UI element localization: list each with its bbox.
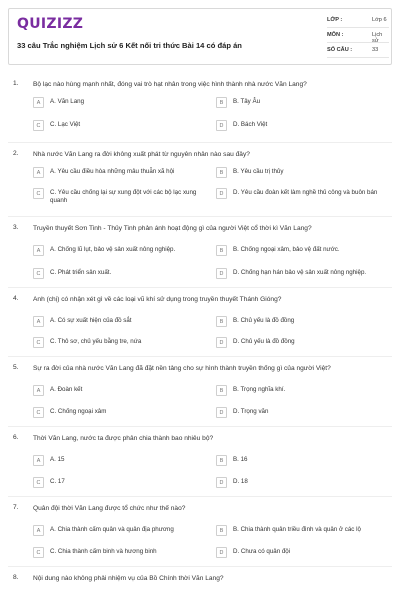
option-letter: C <box>33 547 44 558</box>
option-letter: B <box>216 245 227 256</box>
option-letter: D <box>216 547 227 558</box>
option-text: C. Yêu cầu chống lại sự xung đột với các bộ lạc xung quanh <box>50 189 197 205</box>
divider <box>8 142 392 143</box>
option-text: B. Tây Âu <box>233 98 261 105</box>
option-letter: A <box>33 455 44 466</box>
page-title: 33 câu Trắc nghiệm Lịch sử 6 Kết nối tri thức Bài 14 có đáp án <box>17 41 242 50</box>
meta-row-subject <box>327 28 389 43</box>
option-letter: D <box>216 337 227 348</box>
meta-row-class <box>327 13 389 28</box>
meta-value: Lịch sử <box>372 32 383 44</box>
option-text: D. Chống hạn hán bảo vệ sản xuất nông nghiệp. <box>233 269 367 276</box>
option-letter: D <box>216 407 227 418</box>
option-text: D. 18 <box>233 478 248 485</box>
option-text: A. Yêu cầu điều hòa những mâu thuẫn xã hội <box>50 168 175 175</box>
option-letter: D <box>216 120 227 131</box>
option-letter: C <box>33 337 44 348</box>
question-text: Nội dung nào không phải nhiệm vụ của Bồ Chính thời Văn Lang? <box>33 575 224 582</box>
divider <box>8 426 392 427</box>
option-text: C. 17 <box>50 478 65 485</box>
meta-label: LỚP : <box>327 17 343 23</box>
option-text: A. Văn Lang <box>50 98 85 105</box>
option-text: C. Lạc Việt <box>50 121 81 128</box>
option-text: C. Thô sơ, chủ yếu bằng tre, nứa <box>50 338 142 345</box>
option-letter: C <box>33 268 44 279</box>
question-number: 8. <box>13 574 19 581</box>
option-text: B. Yêu cầu trị thủy <box>233 168 284 175</box>
option-letter: B <box>216 97 227 108</box>
question-number: 5. <box>13 364 19 371</box>
option-letter: C <box>33 407 44 418</box>
divider <box>8 566 392 567</box>
question-number: 6. <box>13 434 19 441</box>
option-letter: D <box>216 188 227 199</box>
option-letter: B <box>216 167 227 178</box>
option-letter: B <box>216 455 227 466</box>
divider <box>8 356 392 357</box>
quizizz-logo[interactable]: QUIZIZZ <box>17 16 84 32</box>
option-letter: B <box>216 385 227 396</box>
option-text: C. Chống ngoại xâm <box>50 408 107 415</box>
question-text: Truyền thuyết Sơn Tinh - Thủy Tinh phản ánh hoạt động gì của người Việt cổ thời kì Văn Lang? <box>33 225 312 232</box>
option-text: A. Đoàn kết <box>50 386 83 393</box>
question-number: 2. <box>13 150 19 157</box>
option-text: B. Trọng nghĩa khí. <box>233 386 286 393</box>
option-text: D. Bách Việt <box>233 121 268 128</box>
option-text: B. Chủ yếu là đồ đồng <box>233 317 295 324</box>
option-text: B. 16 <box>233 456 248 463</box>
option-letter: B <box>216 525 227 536</box>
divider <box>8 216 392 217</box>
option-letter: A <box>33 316 44 327</box>
meta-label: SỐ CÂU : <box>327 47 353 53</box>
question-number: 7. <box>13 504 19 511</box>
question-text: Thời Văn Lang, nước ta được phân chia thành bao nhiêu bộ? <box>33 435 214 442</box>
option-text: A. 15 <box>50 456 65 463</box>
meta-value: 33 <box>372 47 379 53</box>
worksheet-header <box>8 8 392 65</box>
question-text: Bộ lạc nào hùng mạnh nhất, đóng vai trò hạt nhân trong việc hình thành nhà nước Văn Lang? <box>33 81 307 88</box>
question-number: 3. <box>13 224 19 231</box>
option-letter: D <box>216 268 227 279</box>
option-letter: A <box>33 385 44 396</box>
option-letter: C <box>33 477 44 488</box>
option-text: A. Có sự xuất hiện của đồ sắt <box>50 317 132 324</box>
option-letter: A <box>33 525 44 536</box>
option-text: D. Chưa có quân đội <box>233 548 291 555</box>
option-text: C. Chia thành cấm binh và hương binh <box>50 548 157 555</box>
meta-row-count <box>327 43 389 58</box>
option-letter: A <box>33 167 44 178</box>
option-letter: C <box>33 188 44 199</box>
question-text: Nhà nước Văn Lang ra đời không xuất phát từ nguyên nhân nào sau đây? <box>33 151 250 158</box>
meta-value: Lớp 6 <box>372 17 387 23</box>
question-number: 4. <box>13 295 19 302</box>
option-text: D. Trọng văn <box>233 408 269 415</box>
option-text: D. Chủ yếu là đồ đồng <box>233 338 295 345</box>
question-text: Sự ra đời của nhà nước Văn Lang đã đặt nền tảng cho sự hình thành truyền thống gì của người Việt? <box>33 365 331 372</box>
option-text: D. Yêu cầu đoàn kết làm nghề thủ công và buôn bán <box>233 189 378 196</box>
option-text: C. Phát triển sản xuất. <box>50 269 112 276</box>
question-text: Anh (chị) có nhận xét gì về các loại vũ khí sử dụng trong truyền thuyết Thánh Gióng? <box>33 296 282 303</box>
option-letter: A <box>33 245 44 256</box>
meta-table <box>327 13 389 58</box>
option-letter: A <box>33 97 44 108</box>
option-letter: C <box>33 120 44 131</box>
divider <box>8 496 392 497</box>
option-text: B. Chống ngoại xâm, bảo vệ đất nước. <box>233 246 340 253</box>
option-letter: D <box>216 477 227 488</box>
divider <box>8 287 392 288</box>
question-text: Quân đội thời Văn Lang được tổ chức như thế nào? <box>33 505 186 512</box>
option-letter: B <box>216 316 227 327</box>
option-text: A. Chống lũ lụt, bảo vệ sản xuất nông nghiệp. <box>50 246 176 253</box>
option-text: B. Chia thành quân triều đình và quân ở các lộ <box>233 526 361 533</box>
meta-label: MÔN : <box>327 32 344 38</box>
option-text: A. Chia thành cấm quân và quân địa phương <box>50 526 174 533</box>
question-number: 1. <box>13 80 19 87</box>
